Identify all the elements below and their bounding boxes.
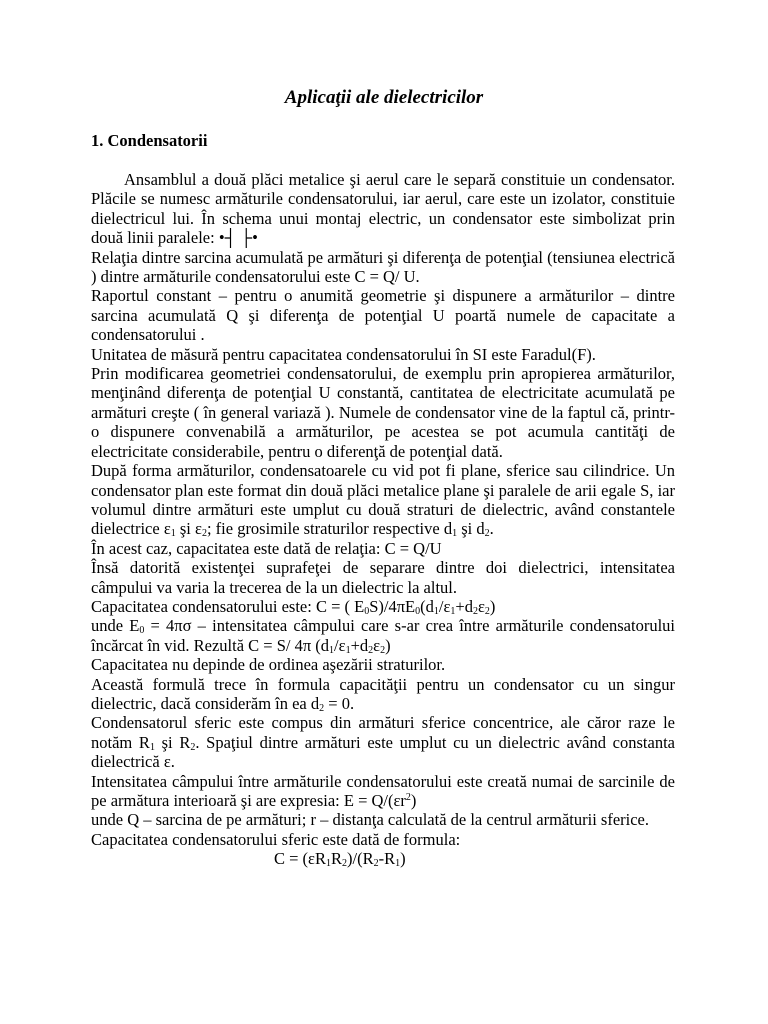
paragraph-spherical: Condensatorul sferic este compus din armături sferice concentrice, ale căror raze le notăm $R_1$ şi $R_2$. Spaţiul dintre armături este umplut cu un dielectric având constanta dielectrică ε.	[91, 713, 675, 772]
capacitor-symbol-icon: •┤ ├•	[218, 228, 258, 248]
paragraph-field-intensity: Intensitatea câmpului între armăturile condensatorului este creată numai de sarcinile de pe armătura interioară şi are expresia: $E = Q/(\varepsilon r^2)$	[91, 771, 675, 810]
paragraph-geometry: Prin modificarea geometriei condensatorului, de exemplu prin apropierea armăturilor, menţinând diferenţa de potenţial U constantă, cantitatea de electricitate acumulată pe armături creşte ( în general variază ). Numele de condensator vine de la faptul că, printr-o dispunere convenabilă a armăturilor, pe acestea se pot acumula cantităţi de electricitate considerabile, pentru o diferenţă de potenţial dată.	[91, 364, 675, 461]
formula-spherical-capacity: $C = (\varepsilon R_1R_2)/(R_2-R_1)$	[274, 849, 406, 870]
paragraph-single-dielectric: Această formulă trece în formula capacităţii pentru un condensator cu un singur dielectric, dacă considerăm în ea $d_2 = 0$.	[91, 674, 675, 714]
formula-capacity-plane: Capacitatea condensatorului este: C = ( $E_0S)/4\pi E_0(d_1/\varepsilon_1+d_2\varepsilon_2)$	[91, 596, 496, 617]
paragraph-forms: După forma armăturilor, condensatoarele cu vid pot fi plane, sferice sau cilindrice. Un condensator plan este format din două plăci metalice plane şi paralele de arii egale S, iar volumul dintre armături este umplut cu două straturi de dielectric, având constantele dielectrice $\varepsilon_1$ şi $\varepsilon_2$; fie grosimile straturilor respective $d_1$ şi $d_2$.	[91, 461, 675, 540]
paragraph-case: În acest caz, capacitatea este dată de relaţia: C = Q/U	[91, 538, 442, 558]
section-heading: 1. Condensatorii	[91, 131, 208, 150]
paragraph-separation: Însă datorită existenţei suprafeţei de separare dintre doi dielectrici, intensitatea câmpului va varia la trecerea de la un dielectric la altul.	[91, 558, 675, 597]
document-title: Aplicaţii ale dielectricilor	[284, 87, 484, 108]
paragraph-field-vacuum: unde $E_0 = 4\pi\sigma$ – intensitatea câmpului care s-ar crea între armăturile condensatorului încărcat în vid. Rezultă C = S/ 4π $(d_1/\varepsilon_1+d_2\varepsilon_2)$	[91, 616, 676, 656]
paragraph-definitions: unde Q – sarcina de pe armături; r – distanţa calculată de la centrul armăturii sferice.	[91, 810, 649, 830]
paragraph-ratio: Raportul constant – pentru o anumită geometrie şi dispunere a armăturilor – dintre sarcina acumulată Q şi diferenţa de potenţial U poartă numele de capacitate a condensatorului .	[91, 286, 675, 345]
paragraph-unit: Unitatea de măsură pentru capacitatea condensatorului în SI este Faradul(F).	[91, 344, 596, 364]
paragraph-intro: Ansamblul a două plăci metalice şi aerul care le separă constituie un condensator. Plăcile se numesc armăturile condensatorului, iar aerul, care este un izolator, constituie dielectricul lui. În schema unui montaj electric, un condensator este simbolizat prin două linii paralele: •┤ ├•	[91, 170, 675, 248]
paragraph-spherical-formula-intro: Capacitatea condensatorului sferic este dată de formula:	[91, 829, 461, 849]
paragraph-relation: Relaţia dintre sarcina acumulată pe armături şi diferenţa de potenţial (tensiunea electrică ) dintre armăturile condensatorului este C = Q/ U.	[91, 247, 675, 287]
document-body	[91, 170, 675, 869]
paragraph-order: Capacitatea nu depinde de ordinea aşezării straturilor.	[91, 655, 446, 675]
